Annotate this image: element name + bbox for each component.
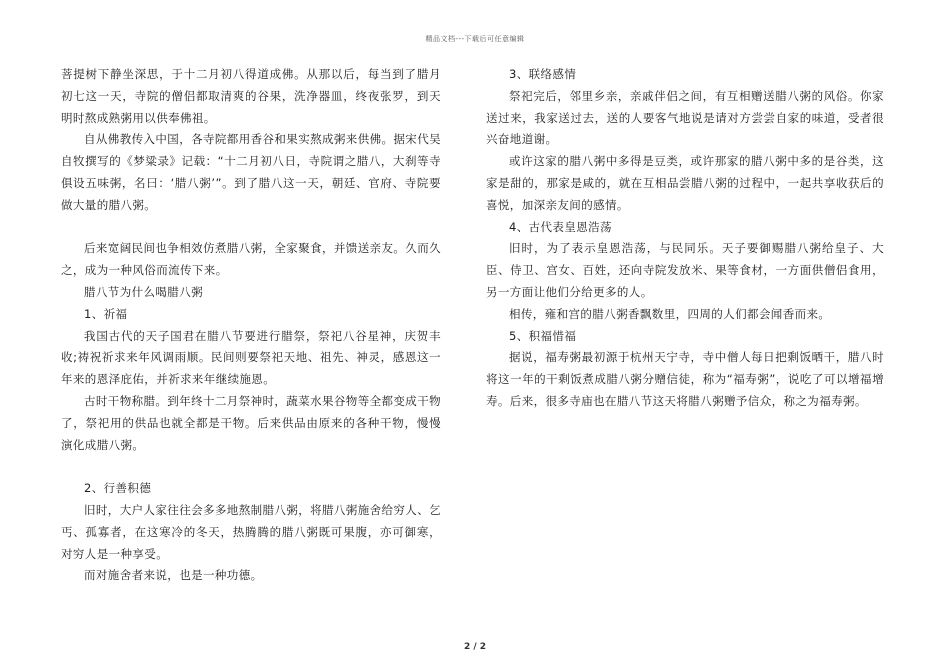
paragraph: 2、行善积德 [84, 481, 152, 496]
paragraph: 4、古代表皇恩浩荡 [509, 219, 612, 234]
paragraph: 腊八节为什么喝腊八粥 [84, 284, 203, 299]
paragraph: 祭祀完后，邻里乡亲，亲戚伴侣之间，有互相赠送腊八粥的风俗。你家送过来，我家送过去，送的人要客气地说是请对方尝尝自家的味道，受者很兴奋地道谢。 [486, 88, 884, 147]
paragraph: 据说，福寿粥最初源于杭州天宁寺，寺中僧人每日把剩饭晒干，腊八时将这一年的干剩饭煮成腊八粥分赠信徒，称为“福寿粥”，说吃了可以增福增寿。后来，很多寺庙也在腊八节这天将腊八粥赠予信众，称之为福寿粥。 [486, 350, 884, 408]
paragraph: 或许这家的腊八粥中多得是豆类，或许那家的腊八粥中多的是谷类，这家是甜的，那家是咸的，就在互相品尝腊八粥的过程中，一起共享收获后的喜悦，加深亲友间的感情。 [486, 154, 884, 212]
paragraph: 1、祈福 [84, 306, 128, 321]
paragraph: 后来宽阔民间也争相效仿煮腊八粥，全家聚食，并馈送亲友。久而久之，成为一种风俗而流传下来。 [61, 241, 441, 278]
left-column [61, 64, 441, 587]
paragraph: 旧时，大户人家往往会多多地熬制腊八粥，将腊八粥施舍给穷人、乞丐、孤寡者，在这寒冷的冬天，热腾腾的腊八粥既可果腹，亦可御寒，对穷人是一种享受。 [61, 502, 441, 561]
paragraph: 菩提树下静坐深思，于十二月初八得道成佛。从那以后，每当到了腊月初七这一天，寺院的僧侣都取清爽的谷果，洗净器皿，终夜张罗，到天明时熬成熟粥用以供奉佛祖。 [61, 67, 441, 125]
paragraph: 旧时，为了表示皇恩浩荡，与民同乐。天子要御赐腊八粥给皇子、大臣、侍卫、宫女、百姓，还向寺院发放米、果等食材，一方面供僧侣食用，另一方面让他们分给更多的人。 [486, 241, 884, 299]
paragraph: 自从佛教传入中国，各寺院都用香谷和果实熬成粥来供佛。据宋代吴自牧撰写的《梦粱录》记载：“十二月初八日，寺院谓之腊八，大刹等寺俱设五味粥，名曰：‘腊八粥’”。到了腊八这一天，朝廷、官府、寺院要做大量的腊八粥。 [61, 132, 441, 212]
paragraph: 5、积福惜福 [509, 328, 577, 343]
paragraph-gap [61, 217, 441, 239]
paragraph: 相传，雍和宫的腊八粥香飘数里，四周的人们都会闻香而来。 [509, 306, 831, 321]
page-header: 精品文档---下载后可任意编辑 [425, 35, 525, 43]
right-column [486, 64, 884, 413]
paragraph-gap [61, 456, 441, 478]
paragraph: 古时干物称腊。到年终十二月祭神时，蔬菜水果谷物等全都变成干物了，祭祀用的供品也就全都是干物。后来供品由原来的各种干物，慢慢演化成腊八粥。 [61, 393, 441, 452]
page-number: 2 / 2 [463, 642, 487, 652]
paragraph: 3、联络感情 [509, 67, 577, 81]
paragraph: 而对施舍者来说，也是一种功德。 [84, 568, 263, 583]
paragraph: 我国古代的天子国君在腊八节要进行腊祭，祭祀八谷星神，庆贺丰收;祷祝祈求来年风调雨顺。民间则要祭祀天地、祖先、神灵，感恩这一年来的恩泽庇佑，并祈求来年继续施恩。 [61, 328, 441, 387]
